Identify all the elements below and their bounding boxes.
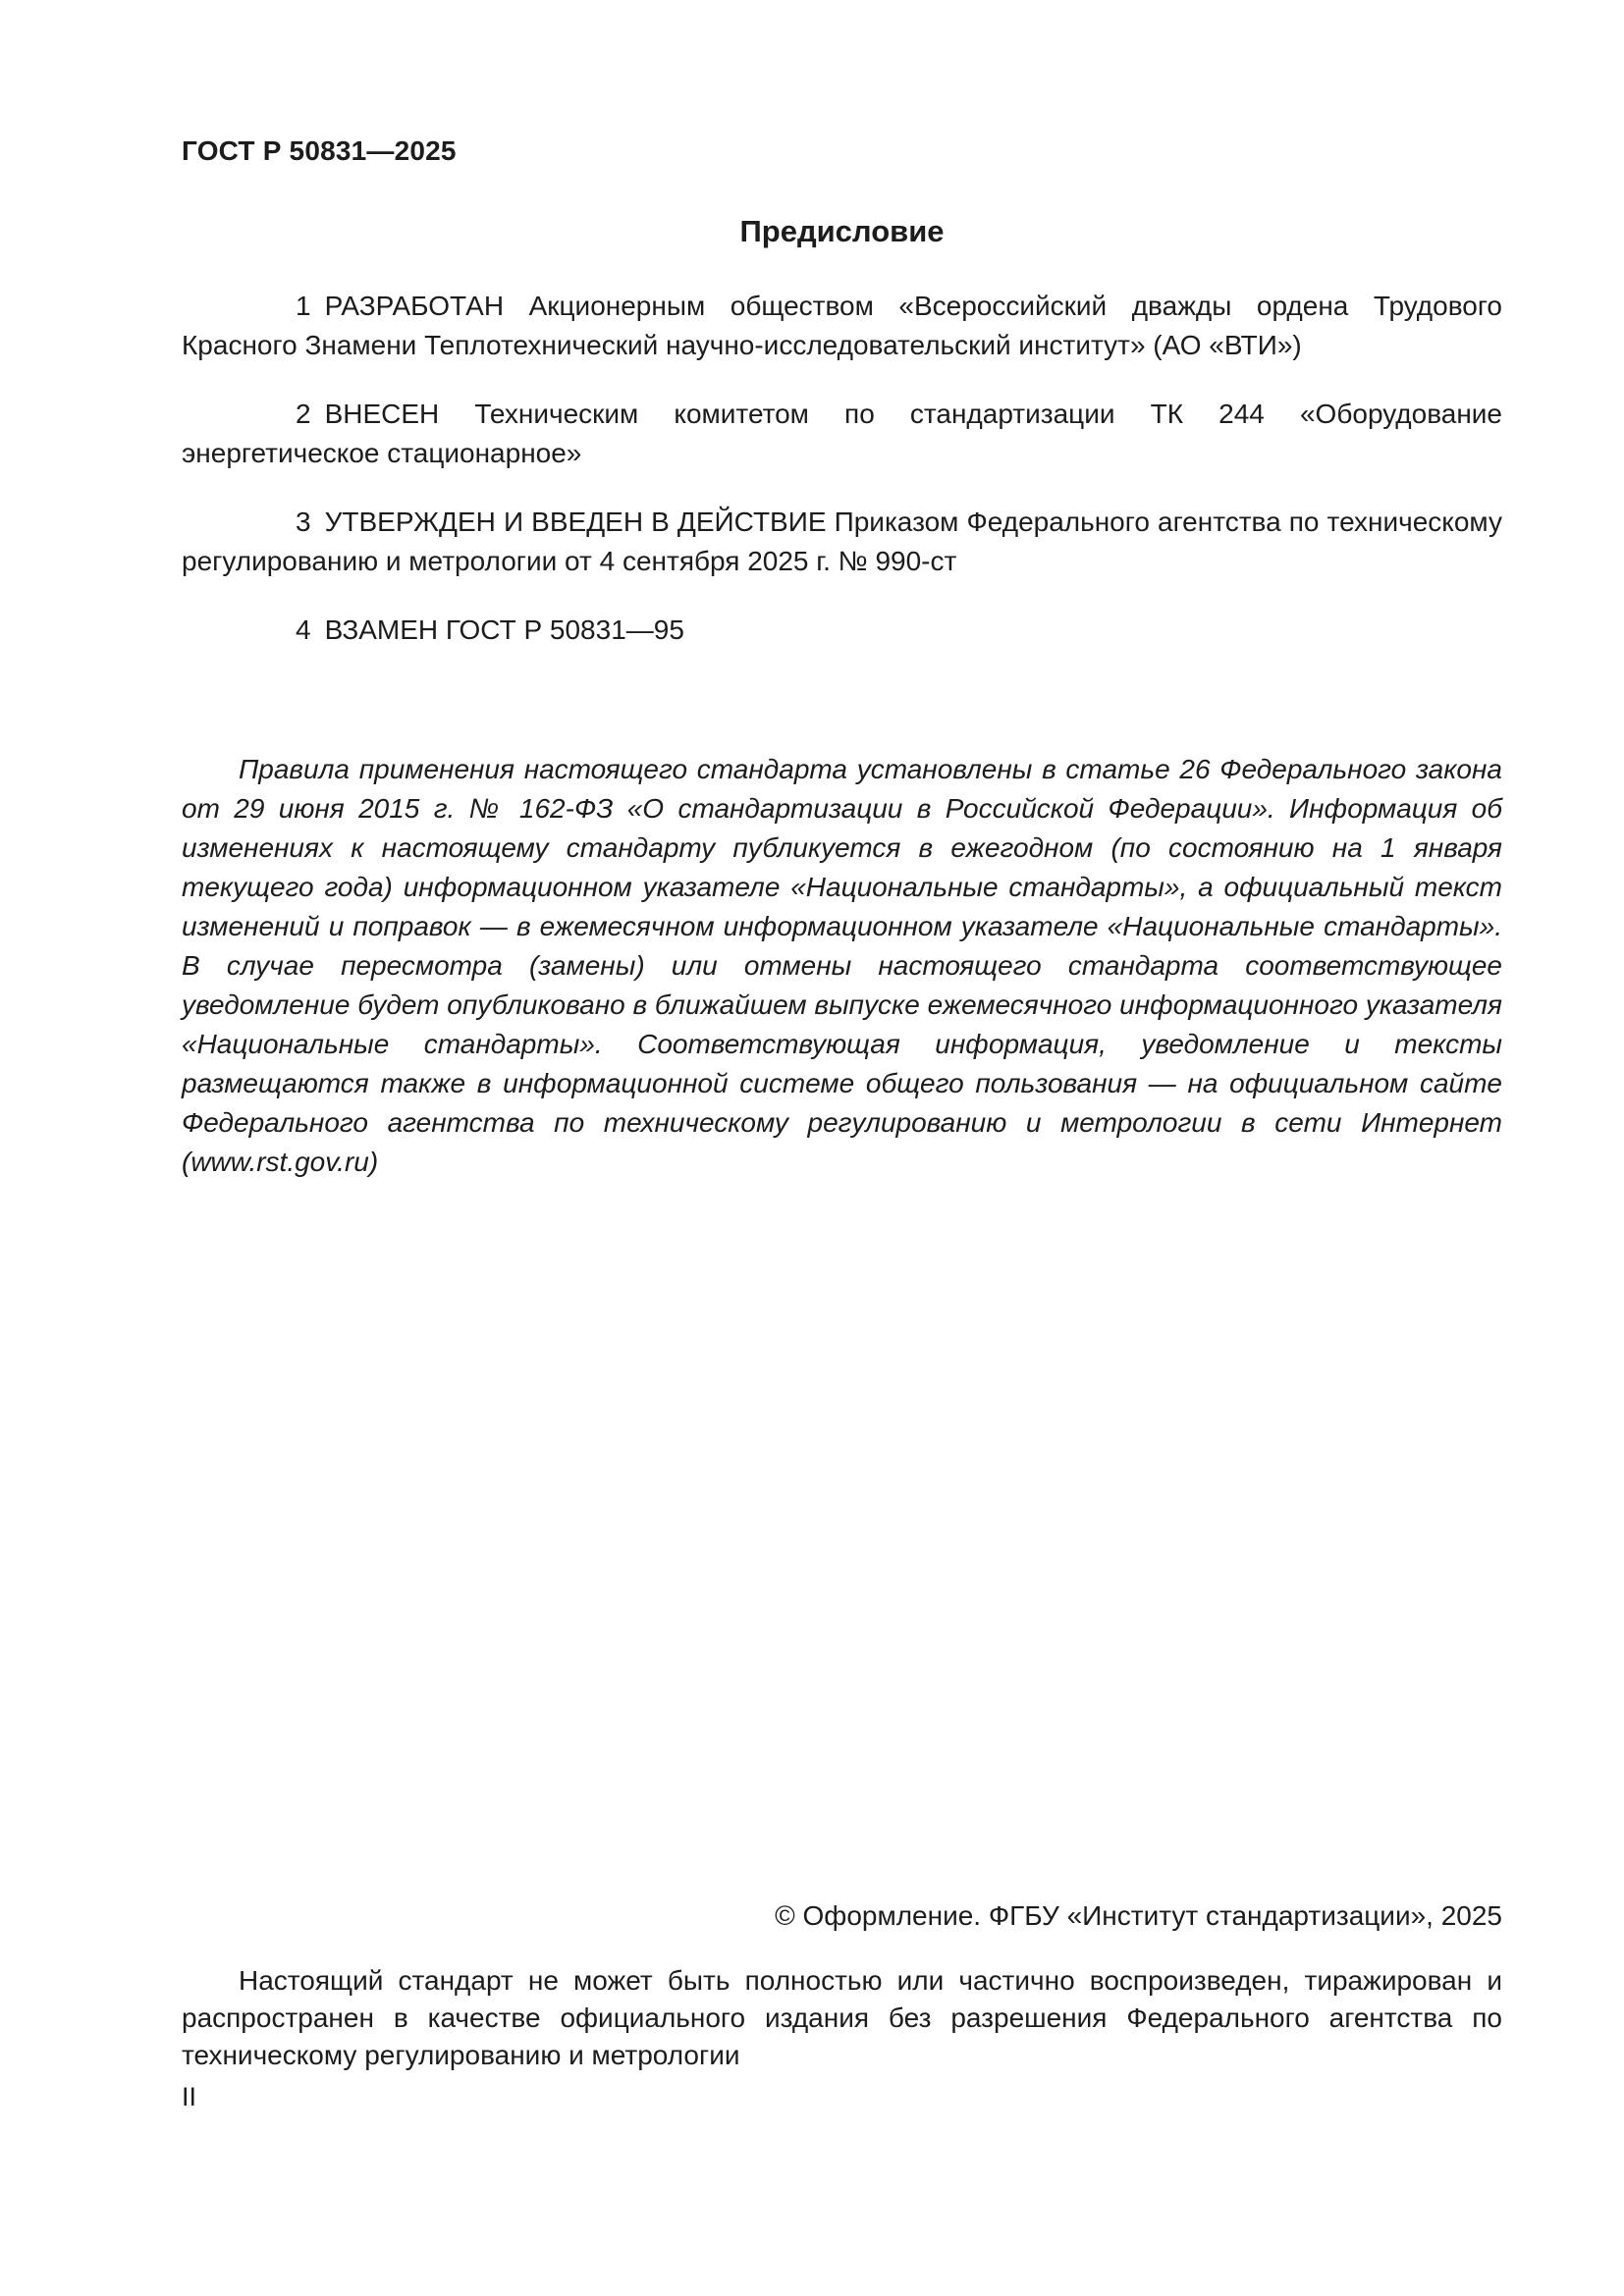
- copyright-line: © Оформление. ФГБУ «Институт стандартизации», 2025: [775, 1900, 1502, 1931]
- page-number: II: [182, 2082, 197, 2111]
- foreword-item-2: [182, 395, 1502, 473]
- application-rules-notice: Правила применения настоящего стандарта установлены в статье 26 Федерального закона от 29 июня 2015 г. № 162-ФЗ «О стандартизации в Российской Федерации». Информация об изменениях к настоящему стандарту публикуется в ежегодном (по состоянию на 1 января текущего года) информационном указателе «Национальные стандарты», а официальный текст изменений и поправок — в ежемесячном информационном указателе «Национальные стандарты». В случае пересмотра (замены) или отмены настоящего стандарта соответствующее уведомление будет опубликовано в ближайшем выпуске ежемесячного информационного указателя «Национальные стандарты». Соответствующая информация, уведомление и тексты размещаются также в информационной системе общего пользования — на официальном сайте Федерального агентства по техническому регулированию и метрологии в сети Интернет (www.rst.gov.ru): [182, 754, 1502, 1177]
- reproduction-restriction-notice: Настоящий стандарт не может быть полностью или частично воспроизведен, тиражирован и распространен в качестве официального издания без разрешения Федерального агентства по техническому регулированию и метрологии: [182, 1965, 1502, 2070]
- page-footer: [182, 1897, 1502, 2113]
- foreword-item-4-number: 4: [296, 614, 311, 645]
- foreword-item-2-text: ВНЕСЕН Техническим комитетом по стандартизации ТК 244 «Оборудование энергетическое стационарное»: [182, 399, 1502, 468]
- standard-code-header: ГОСТ Р 50831—2025: [182, 135, 457, 166]
- foreword-item-3-text: УТВЕРЖДЕН И ВВЕДЕН В ДЕЙСТВИЕ Приказом Федерального агентства по техническому регулированию и метрологии от 4 сентября 2025 г. № 990-ст: [182, 507, 1502, 576]
- foreword-item-2-number: 2: [296, 399, 311, 429]
- foreword-item-1-number: 1: [296, 291, 311, 321]
- foreword-item-4-text: ВЗАМЕН ГОСТ Р 50831—95: [324, 614, 684, 645]
- page-content: [182, 135, 1502, 1182]
- foreword-item-1: [182, 287, 1502, 365]
- foreword-item-1-text: РАЗРАБОТАН Акционерным обществом «Всероссийский дважды ордена Трудового Красного Знамени Теплотехнический научно-исследовательский институт» (АО «ВТИ»): [182, 291, 1502, 360]
- foreword-item-4: [182, 611, 1502, 650]
- foreword-item-3: [182, 503, 1502, 581]
- foreword-item-3-number: 3: [296, 507, 311, 537]
- foreword-title: Предисловие: [739, 214, 945, 248]
